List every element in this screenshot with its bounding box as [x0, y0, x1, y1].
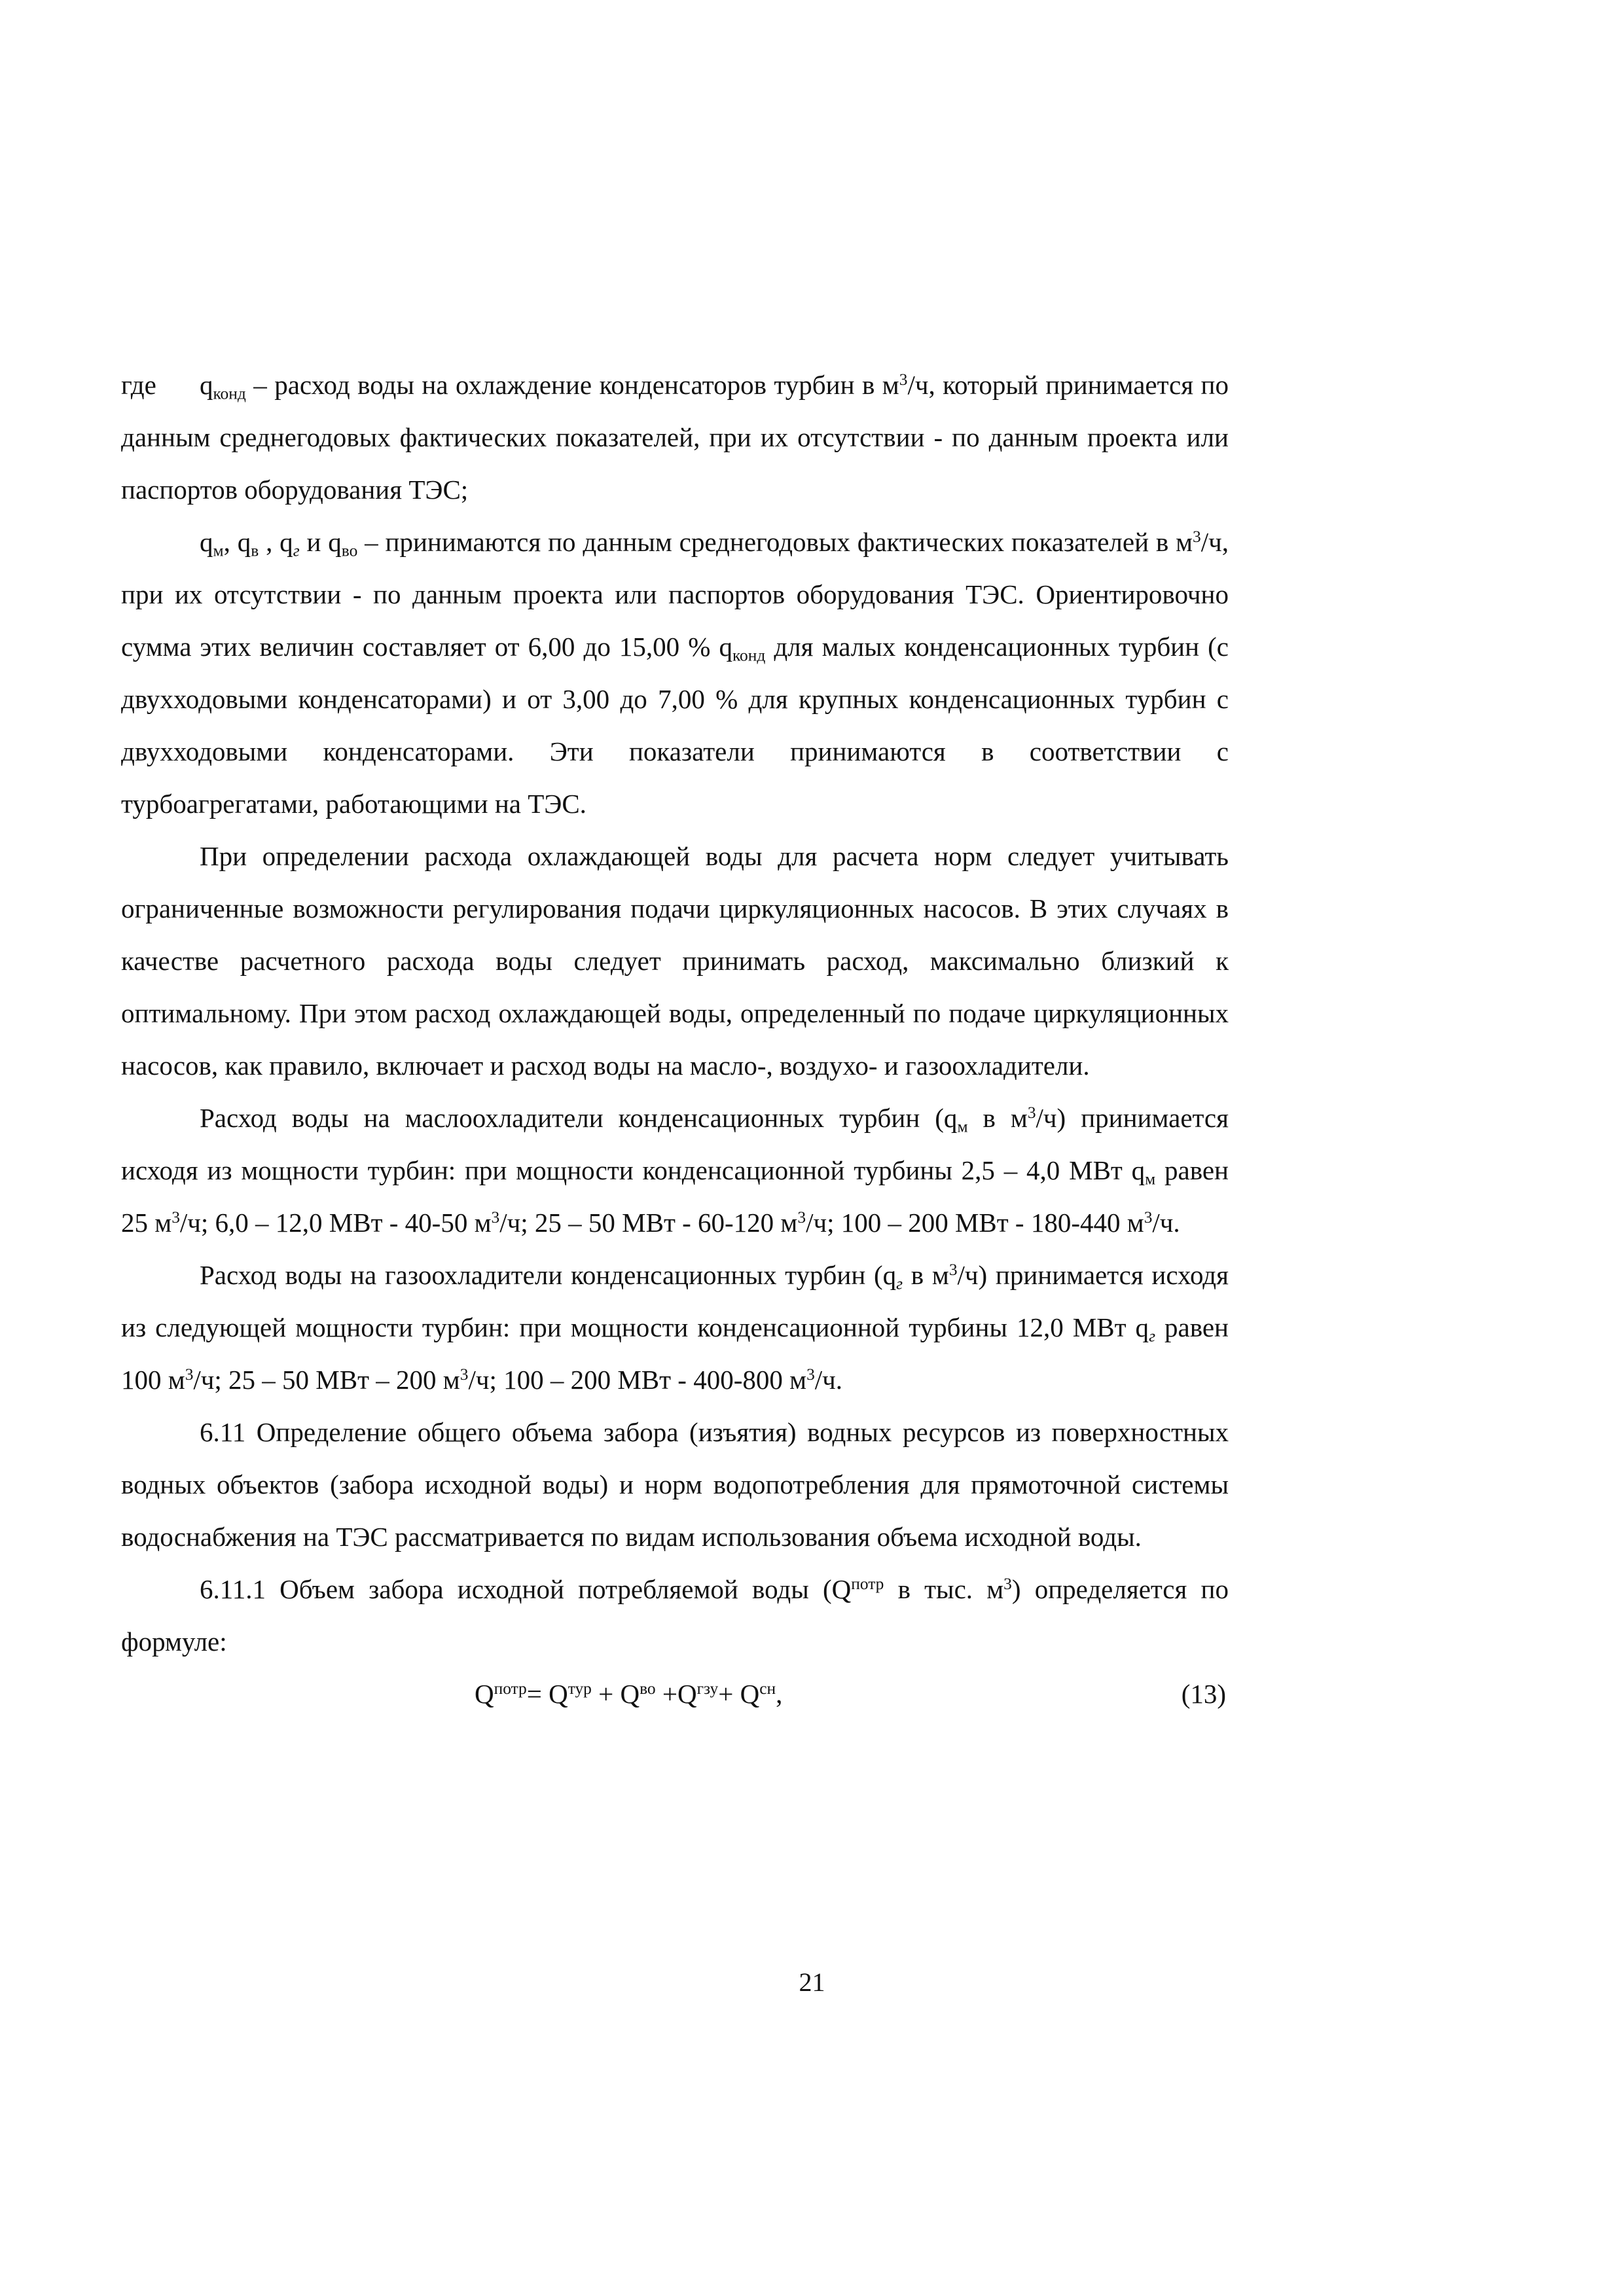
formula-expression: $Q^{потр}= Q^{тур} + Q^{во} +Q^{гзу}+ Q^{сн}$,	[475, 1679, 783, 1709]
page-number: 21	[799, 1967, 825, 1997]
paragraph-gas-coolers: Расход воды на газоохладители конденсационных турбин ($q_г$ в $м^3/ч$) принимается исходя из следующей мощности турбин: при мощности конденсационной турбины 12,0 МВт $q_г$ равен 100 $м^3/ч$; 25 – 50 МВт – 200 $м^3/ч$; 100 – 200 МВт - 400-800 $м^3/ч$.	[121, 1260, 1229, 1395]
paragraph-cooling-water: При определении расхода охлаждающей воды для расчета норм следует учитывать ограниченные возможности регулирования подачи циркуляционных насосов. В этих случаях в качестве расчетного расхода воды следует принимать расход, максимально близкий к оптимальному. При этом расход охлаждающей воды, определенный по подаче циркуляционных насосов, как правило, включает и расход воды на масло-, воздухо- и газоохладители.	[121, 841, 1229, 1081]
var-q-kond: $q_{конд}$	[200, 370, 246, 403]
paragraph-section-6-11: 6.11 Определение общего объема забора (изъятия) водных ресурсов из поверхностных водных объектов (забора исходной воды) и норм водопотребления для прямоточной системы водоснабжения на ТЭС рассматривается по видам использования объема исходной воды.	[121, 1417, 1229, 1552]
paragraph-q-coefficients: $q_м$, $q_в$ , $q_г$ и $q_{во}$ – принимаются по данным среднегодовых фактических показателей в $м^3/ч$, при их отсутствии - по данным проекта или паспортов оборудования ТЭС. Ориентировочно сумма этих величин составляет от 6,00 до 15,00 % $q_{конд}$ для малых конденсационных турбин (с двухходовыми конденсаторами) и от 3,00 до 7,00 % для крупных конденсационных турбин с двухходовыми конденсаторами. Эти показатели принимаются в соответствии с турбоагрегатами, работающими на ТЭС.	[121, 527, 1229, 819]
formula-number: (13)	[1181, 1679, 1226, 1709]
paragraph-where: где $q_{конд}$ – расход воды на охлаждение конденсаторов турбин в $м^3/ч$, который принимается по данным среднегодовых фактических показателей, при их отсутствии - по данным проекта или паспортов оборудования ТЭС;	[121, 359, 1229, 516]
formula-13	[121, 1668, 1229, 1720]
document-body	[121, 359, 1229, 1720]
where-label: где	[121, 370, 156, 400]
paragraph-oil-coolers: Расход воды на маслоохладители конденсационных турбин ($q_м$ в $м^3/ч$) принимается исходя из мощности турбин: при мощности конденсационной турбины 2,5 – 4,0 МВт $q_м$ равен 25 $м^3/ч$; 6,0 – 12,0 МВт - 40-50 $м^3/ч$; 25 – 50 МВт - 60-120 $м^3/ч$; 100 – 200 МВт - 180-440 $м^3/ч$.	[121, 1103, 1229, 1238]
paragraph-section-6-11-1: 6.11.1 Объем забора исходной потребляемой воды ($Q^{потр}$ в тыс. $м^3$) определяется по формуле:	[121, 1574, 1229, 1657]
